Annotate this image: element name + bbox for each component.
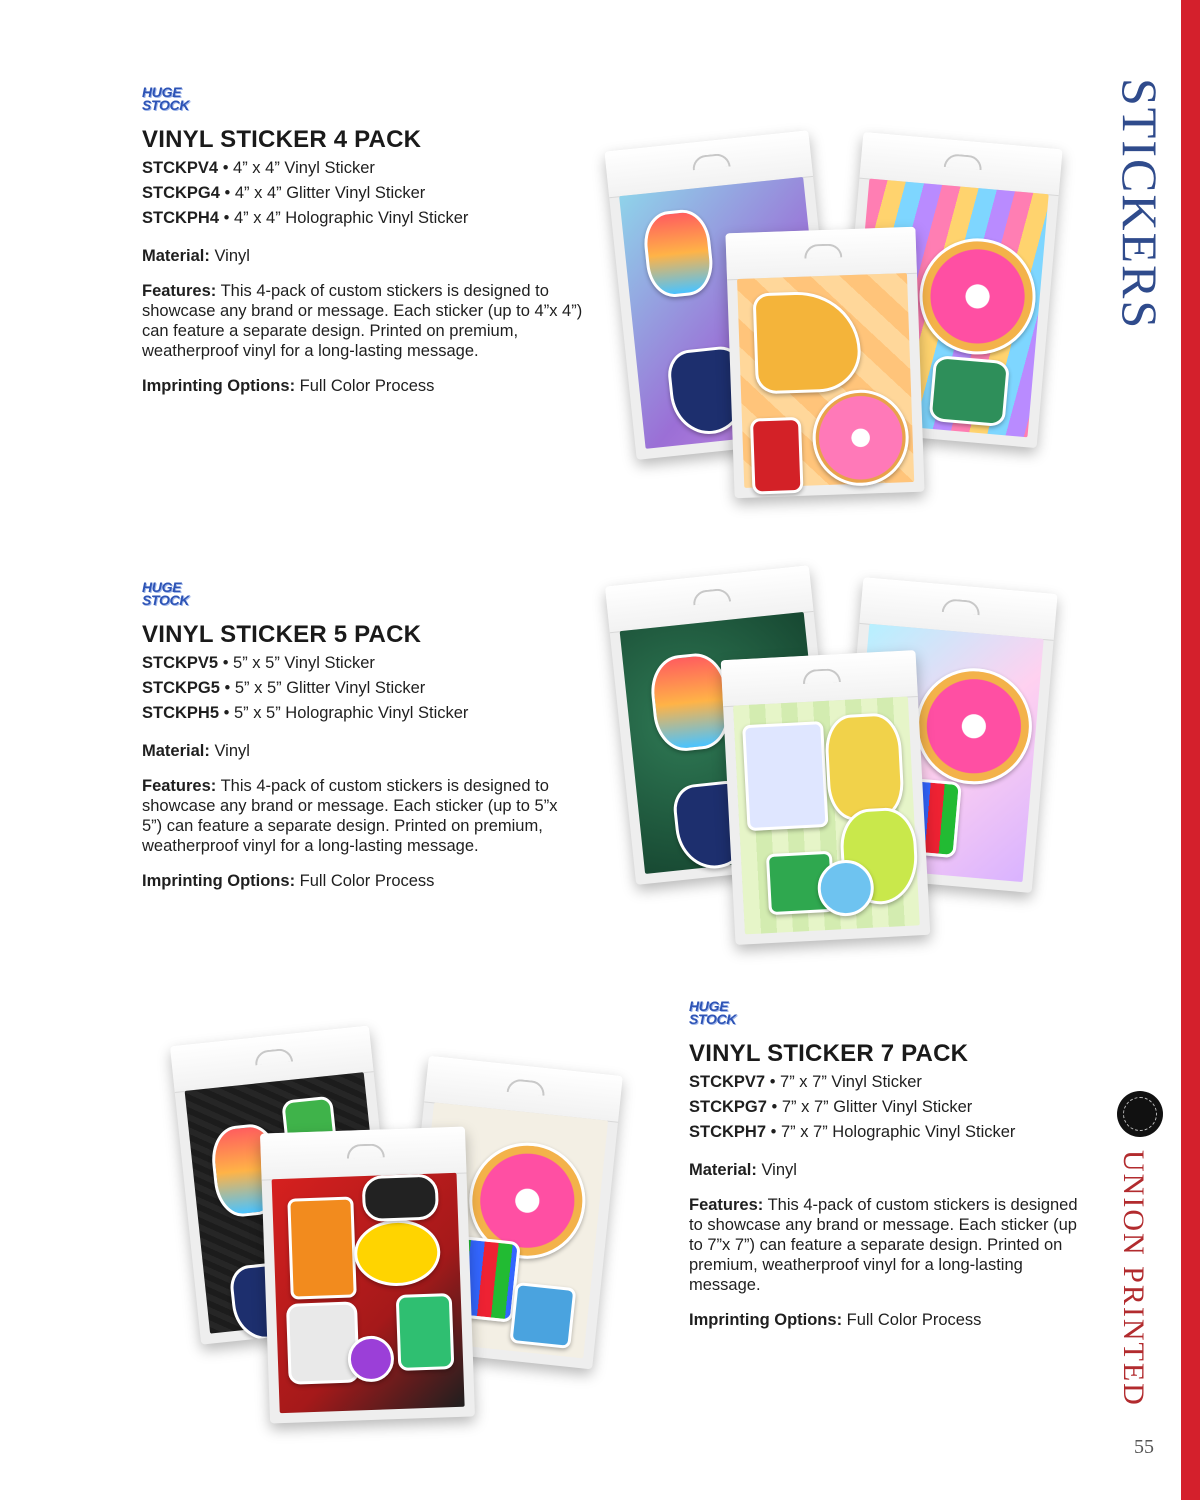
material: Material: Vinyl (142, 247, 250, 265)
features: Features: This 4-pack of custom stickers is designed to showcase any brand or message. Each sticker (up to 7”x 7”) can feature a separate design. Printed on premium, weatherproof vinyl for a long-lasting message. (689, 1196, 1078, 1294)
sku-list (142, 156, 622, 231)
sku-line: STCKPG7 • 7” x 7” Glitter Vinyl Sticker (689, 1098, 973, 1116)
sku-line: STCKPV4 • 4” x 4” Vinyl Sticker (142, 159, 375, 177)
huge-stock-logo: HUGE STOCK (689, 998, 737, 1027)
product-block-4-pack (142, 86, 622, 396)
huge-stock-logo: HUGE STOCK (142, 579, 190, 608)
imprinting-options: Imprinting Options: Full Color Process (689, 1311, 982, 1329)
sticker-pack (721, 650, 931, 945)
sku-line: STCKPH5 • 5” x 5” Holographic Vinyl Sticker (142, 704, 469, 722)
brand-name: UNION PRINTED (1117, 1150, 1150, 1407)
sku-list (689, 1070, 1099, 1145)
sku-line: STCKPG4 • 4” x 4” Glitter Vinyl Sticker (142, 184, 426, 202)
product-image-5-pack (610, 545, 1055, 945)
features: Features: This 4-pack of custom stickers is designed to showcase any brand or message. Each sticker (up to 4”x 4”) can feature a separate design. Printed on premium, weatherproof vinyl for a long-lasting message. (142, 282, 583, 360)
right-edge-bar (1181, 0, 1200, 1500)
sku-line: STCKPH7 • 7” x 7” Holographic Vinyl Sticker (689, 1123, 1016, 1141)
imprinting-options: Imprinting Options: Full Color Process (142, 872, 435, 890)
product-title: VINYL STICKER 4 PACK (142, 126, 422, 153)
imprinting-options: Imprinting Options: Full Color Process (142, 377, 435, 395)
sku-line: STCKPG5 • 5” x 5” Glitter Vinyl Sticker (142, 679, 426, 697)
huge-stock-logo: HUGE STOCK (142, 84, 190, 113)
material: Material: Vinyl (142, 742, 250, 760)
product-image-7-pack (175, 1025, 620, 1425)
brand-seal-icon (1117, 1091, 1163, 1137)
sticker-pack (725, 227, 924, 498)
features: Features: This 4-pack of custom stickers is designed to showcase any brand or message. Each sticker (up to 5”x 5”) can feature a separate design. Printed on premium, weatherproof vinyl for a long-lasting message. (142, 777, 558, 855)
product-block-5-pack (142, 581, 592, 891)
material: Material: Vinyl (689, 1161, 797, 1179)
sku-list (142, 651, 592, 726)
product-block-7-pack (689, 1000, 1099, 1330)
sku-line: STCKPV7 • 7” x 7” Vinyl Sticker (689, 1073, 922, 1091)
product-title: VINYL STICKER 7 PACK (689, 1040, 969, 1067)
section-title: STICKERS (1112, 78, 1168, 331)
sku-line: STCKPV5 • 5” x 5” Vinyl Sticker (142, 654, 375, 672)
product-image-4-pack (615, 100, 1055, 500)
sku-line: STCKPH4 • 4” x 4” Holographic Vinyl Sticker (142, 209, 469, 227)
product-title: VINYL STICKER 5 PACK (142, 621, 422, 648)
sticker-pack (260, 1127, 475, 1424)
page-number: 55 (1134, 1436, 1154, 1458)
